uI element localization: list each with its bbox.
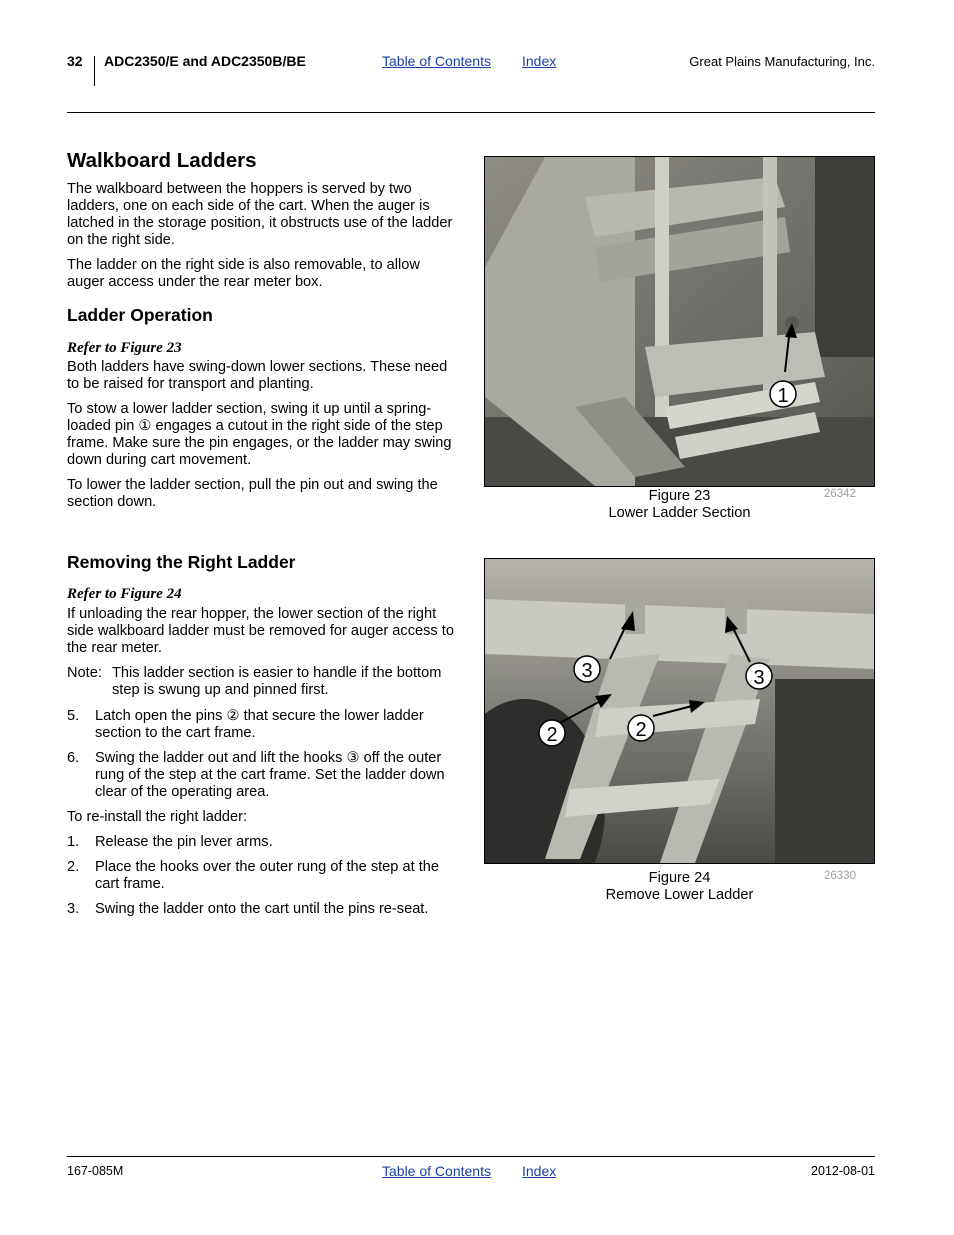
- step-number: 5.: [67, 708, 80, 724]
- reinstall-intro: [67, 809, 459, 826]
- ladder-photo-illustration: [485, 157, 874, 486]
- intro-paragraph-1: [67, 181, 459, 249]
- figure-24-label: Figure 24: [648, 870, 711, 886]
- removing-text-1: If unloading the rear hopper, the lower section of the right side walkboard ladder must be removed for auger access to the rear meter.: [67, 606, 454, 656]
- figure-23-image-number: 26342: [824, 488, 856, 500]
- step-number: 1.: [67, 834, 80, 850]
- note-label: Note:: [67, 665, 102, 681]
- company-name: Great Plains Manufacturing, Inc.: [689, 54, 875, 69]
- note-block: [67, 665, 459, 701]
- figure-23-label: Figure 23: [648, 488, 711, 504]
- step-number: 3.: [67, 901, 80, 917]
- section-title: Walkboard Ladders: [67, 149, 257, 172]
- step-text: Latch open the pins ② that secure the lower ladder section to the cart frame.: [95, 708, 424, 741]
- header-index-link[interactable]: Index: [522, 53, 557, 69]
- step-text: Place the hooks over the outer rung of the step at the cart frame.: [95, 859, 439, 892]
- footer-date: 2012-08-01: [811, 1164, 875, 1178]
- footer-index-link[interactable]: Index: [522, 1163, 557, 1179]
- doc-number: 167-085M: [67, 1164, 124, 1178]
- model-title: ADC2350/E and ADC2350B/BE: [104, 53, 306, 69]
- figure-24-photo: [484, 558, 875, 864]
- operation-text-3: To lower the ladder section, pull the pin out and swing the section down.: [67, 477, 438, 510]
- callout-1: 1: [777, 385, 789, 407]
- intro-text-1: The walkboard between the hoppers is served by two ladders, one on each side of the cart. When the auger is latched in the storage position, it obstructs use of the ladder on the right side.: [67, 181, 453, 248]
- footer-toc-link[interactable]: Table of Contents: [382, 1163, 491, 1179]
- header-divider: [94, 56, 95, 86]
- header-toc-link[interactable]: Table of Contents: [382, 53, 491, 69]
- ladder-operation-heading: Ladder Operation: [67, 305, 213, 325]
- removing-heading: Removing the Right Ladder: [67, 552, 296, 572]
- step-6: [67, 750, 459, 804]
- callout-2-right: 2: [635, 719, 647, 741]
- figure-24-caption: [484, 870, 875, 904]
- removing-paragraph-1: [67, 606, 459, 657]
- operation-paragraph-3: [67, 477, 459, 511]
- step-text: Swing the ladder onto the cart until the pins re-seat.: [95, 901, 429, 917]
- step-text: Release the pin lever arms.: [95, 834, 273, 850]
- operation-paragraph-2: [67, 401, 459, 469]
- operation-paragraph-1: [67, 359, 459, 393]
- figure-23-title: Lower Ladder Section: [608, 505, 751, 521]
- step-number: 2.: [67, 859, 80, 875]
- figure-24-image-number: 26330: [824, 870, 856, 882]
- ref-figure-23: Refer to Figure 23: [67, 340, 182, 356]
- reinstall-step-2: [67, 859, 459, 895]
- header-rule: [67, 112, 875, 113]
- page-number: 32: [67, 53, 83, 69]
- operation-text-2: To stow a lower ladder section, swing it up until a spring-loaded pin ① engages a cutout in the right side of the step frame. Make sure the pin engages, or the ladder may swing down during cart movement.: [67, 401, 452, 468]
- reinstall-step-3: [67, 901, 459, 919]
- operation-text-1: Both ladders have swing-down lower sections. These need to be raised for transport and planting.: [67, 359, 448, 392]
- step-5: [67, 708, 459, 744]
- cart-ladder-photo-illustration: [485, 559, 874, 863]
- figure-23-caption: [484, 488, 875, 522]
- callout-3-left: 3: [581, 660, 593, 682]
- intro-text-2: The ladder on the right side is also removable, to allow auger access under the rear meter box.: [67, 257, 420, 290]
- ref-figure-24: Refer to Figure 24: [67, 586, 182, 602]
- step-text: Swing the ladder out and lift the hooks ③ off the outer rung of the step at the cart frame. Set the ladder down clear of the operating area.: [95, 750, 445, 800]
- footer-rule: [67, 1156, 875, 1157]
- step-number: 6.: [67, 750, 80, 766]
- callout-2-left: 2: [546, 724, 558, 746]
- reinstall-intro-text: To re-install the right ladder:: [67, 809, 248, 825]
- callout-3-right: 3: [753, 667, 765, 689]
- reinstall-step-1: [67, 834, 459, 852]
- intro-paragraph-2: [67, 257, 459, 291]
- figure-23-photo: [484, 156, 875, 487]
- note-text: This ladder section is easier to handle if the bottom step is swung up and pinned first.: [112, 665, 442, 698]
- figure-24-title: Remove Lower Ladder: [605, 887, 754, 903]
